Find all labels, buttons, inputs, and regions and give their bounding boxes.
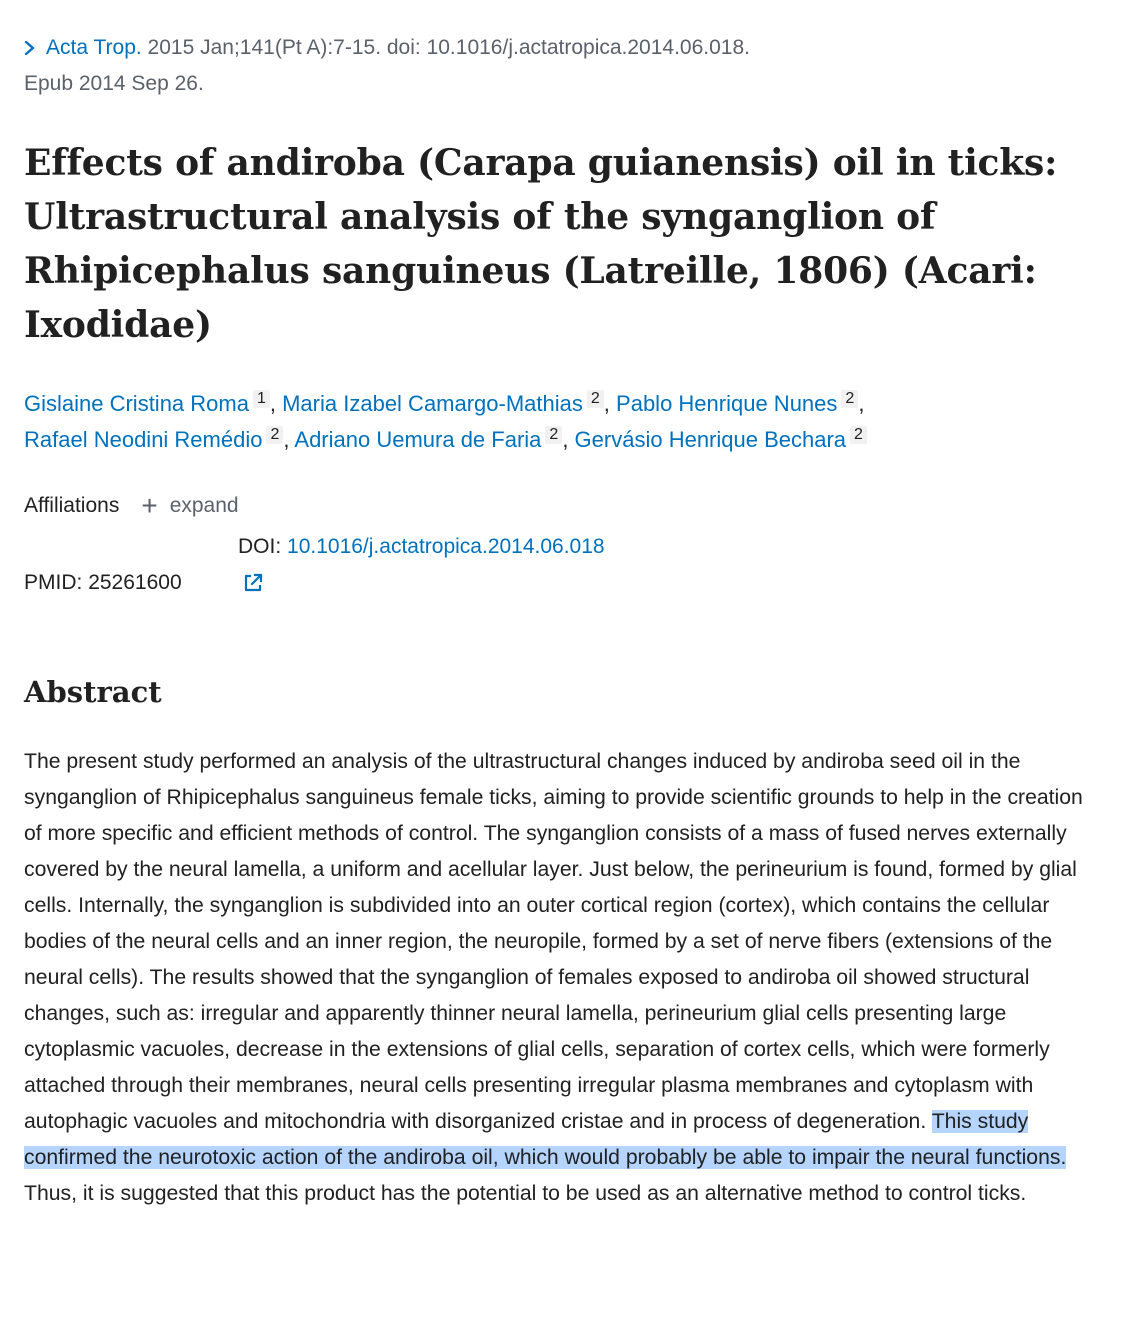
affiliation-number[interactable]: 2	[545, 426, 562, 444]
author-link[interactable]: Gervásio Henrique Bechara	[574, 427, 847, 452]
affiliations-row	[24, 488, 1094, 524]
authors-list: Gislaine Cristina Roma $^1$ , Maria Izabel Camargo-Mathias $^2$ , Pablo Henrique Nunes $^2$ , Rafael Neodini Remédio $^2$ , Adriano Uemura de Faria $^2$ , Gervásio Henrique Bechara $^2$	[24, 386, 1094, 458]
chevron-right-icon[interactable]	[24, 41, 36, 55]
abstract-text	[24, 744, 1094, 1212]
affiliations-label: Affiliations	[24, 494, 120, 517]
abstract-text-end: Thus, it is suggested that this product has the potential to be used as an alternative method to control ticks.	[24, 1182, 1027, 1205]
expand-affiliations-button[interactable]	[141, 488, 238, 524]
expand-label: expand	[169, 494, 239, 517]
pmid-row	[24, 568, 182, 598]
pmid-value: 25261600	[88, 571, 182, 594]
abstract-heading: Abstract	[24, 675, 162, 709]
affiliation-number[interactable]: 2	[850, 426, 867, 444]
abstract-selected-text[interactable]: This study confirmed the neurotoxic action of the andiroba oil, which would probably be able to impair the neural functions.	[24, 1110, 1067, 1169]
pmid-label: PMID:	[24, 571, 83, 594]
affiliation-number[interactable]: 2	[266, 426, 283, 444]
author-link[interactable]: Gislaine Cristina Roma	[24, 391, 249, 416]
doi-row	[238, 532, 605, 562]
doi-link[interactable]: 10.1016/j.actatropica.2014.06.018	[287, 535, 605, 558]
author-link[interactable]: Rafael Neodini Remédio	[24, 427, 263, 452]
affiliation-number[interactable]: 2	[587, 390, 604, 408]
article-page	[24, 0, 1094, 1233]
author-link[interactable]: Adriano Uemura de Faria	[294, 427, 542, 452]
journal-link[interactable]: Acta Trop.	[46, 36, 142, 59]
author-link[interactable]: Maria Izabel Camargo-Mathias	[282, 391, 583, 416]
abstract-text-start: The present study performed an analysis of the ultrastructural changes induced by andiroba seed oil in the synganglion of Rhipicephalus sanguineus female ticks, aiming to provide scientific grounds to help in the creation of more specific and efficient methods of control. The synganglion consists of a mass of fused nerves externally covered by the neural lamella, a uniform and acellular layer. Just below, the perineurium is found, formed by glial cells. Internally, the synganglion is subdivided into an outer cortical region (cortex), which contains the cellular bodies of the neural cells and an inner region, the neuropile, formed by a set of nerve fibers (extensions of the neural cells). The results showed that the synganglion of females exposed to andiroba oil showed structural changes, such as: irregular and apparently thinner neural lamella, perineurium glial cells presenting large cytoplasmic vacuoles, decrease in the extensions of glial cells, separation of cortex cells, which were formerly attached through their membranes, neural cells presenting irregular plasma membranes and cytoplasm with autophagic vacuoles and mitochondria with disorganized cristae and in process of degeneration.	[24, 750, 1083, 1133]
epub-date: Epub 2014 Sep 26.	[24, 72, 204, 95]
citation-details: 2015 Jan;141(Pt A):7-15. doi: 10.1016/j.actatropica.2014.06.018.	[141, 36, 750, 59]
author-link[interactable]: Pablo Henrique Nunes	[616, 391, 838, 416]
journal-citation	[24, 30, 1094, 102]
article-title: Effects of andiroba (Carapa guianensis) oil in ticks: Ultrastructural analysis of the synganglion of Rhipicephalus sanguineus (Latreille, 1806) (Acari: Ixodidae)	[24, 142, 1058, 346]
affiliation-number[interactable]: 2	[841, 390, 858, 408]
plus-icon: +	[141, 490, 158, 521]
doi-label: DOI:	[238, 535, 282, 558]
affiliation-number[interactable]: 1	[253, 390, 270, 408]
identifiers	[24, 524, 1094, 604]
external-link-icon[interactable]	[242, 572, 264, 594]
